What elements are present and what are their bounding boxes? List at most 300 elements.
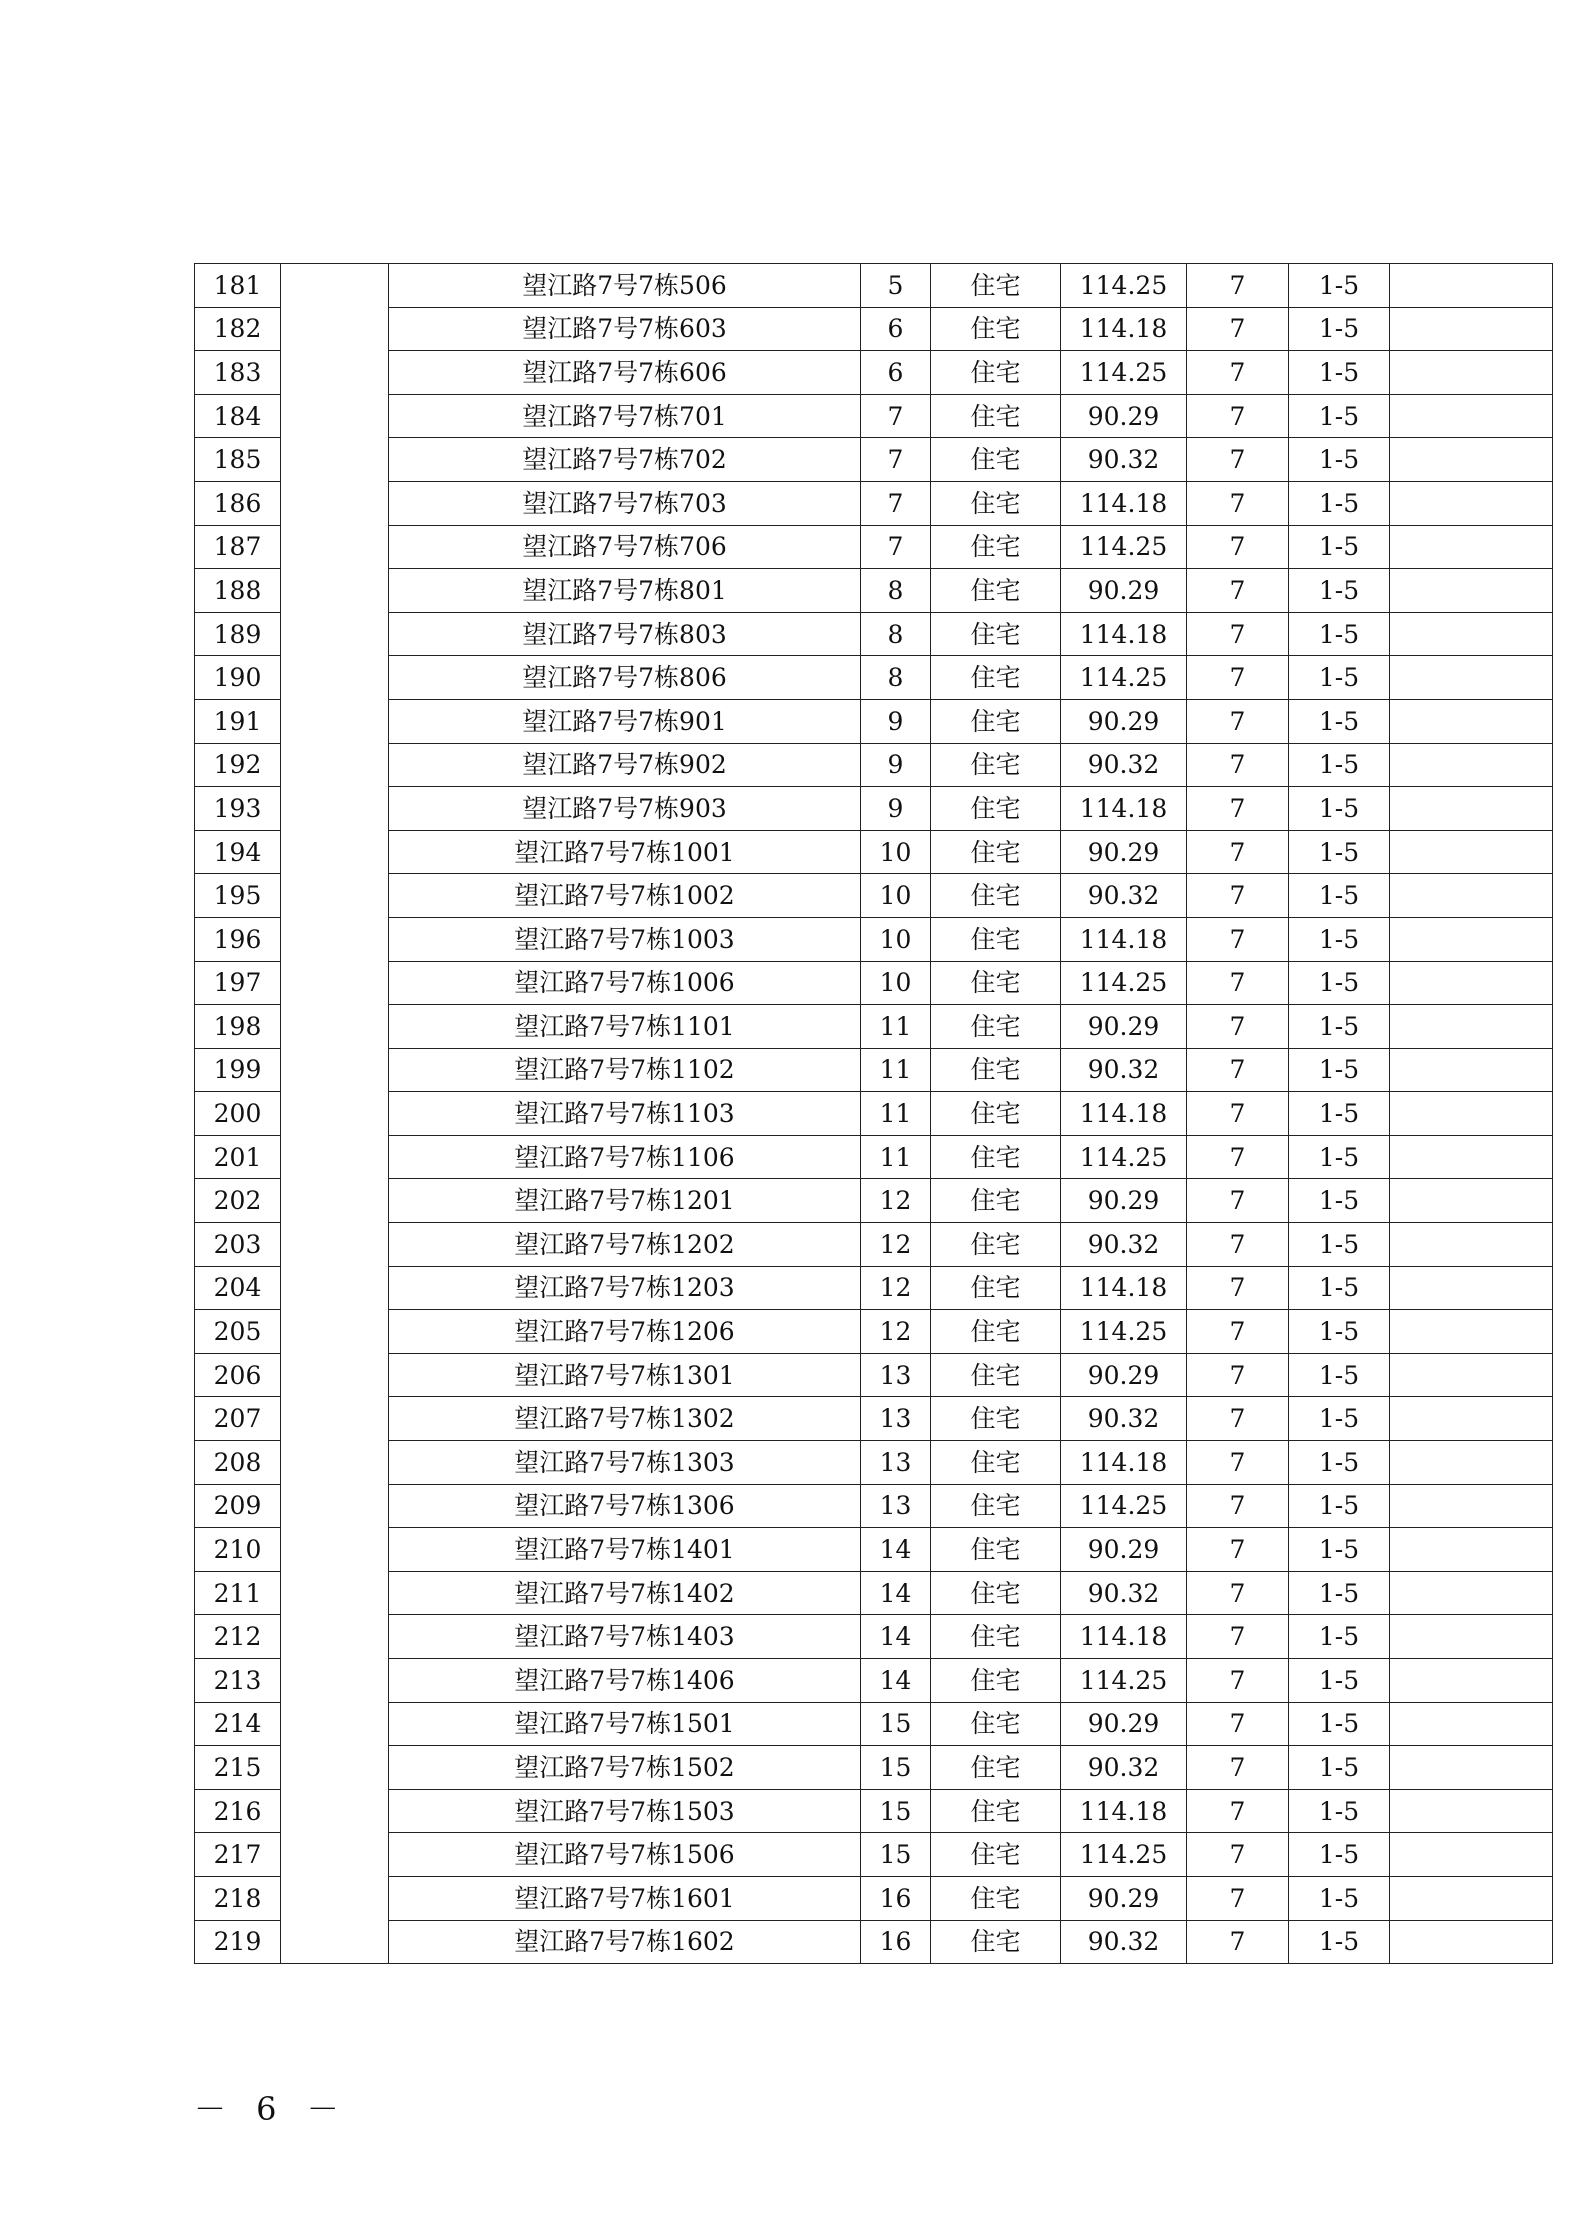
total-floors-cell: 7	[1187, 394, 1289, 438]
blank-cell	[281, 394, 389, 438]
note-cell	[1390, 612, 1553, 656]
blank-cell	[281, 1397, 389, 1441]
blank-cell	[281, 1005, 389, 1049]
address-cell: 望江路7号7栋1106	[389, 1135, 861, 1179]
address-cell: 望江路7号7栋1101	[389, 1005, 861, 1049]
usage-cell: 住宅	[931, 438, 1061, 482]
row-number-cell: 187	[195, 525, 281, 569]
usage-cell: 住宅	[931, 1833, 1061, 1877]
area-cell: 90.32	[1061, 874, 1187, 918]
total-floors-cell: 7	[1187, 1048, 1289, 1092]
note-cell	[1390, 351, 1553, 395]
floor-cell: 8	[861, 656, 931, 700]
usage-cell: 住宅	[931, 1746, 1061, 1790]
usage-cell: 住宅	[931, 1048, 1061, 1092]
address-cell: 望江路7号7栋702	[389, 438, 861, 482]
table-row	[195, 264, 1553, 308]
blank-cell	[281, 1135, 389, 1179]
area-cell: 90.29	[1061, 1353, 1187, 1397]
usage-cell: 住宅	[931, 787, 1061, 831]
grade-cell: 1-5	[1289, 1484, 1390, 1528]
grade-cell: 1-5	[1289, 699, 1390, 743]
address-cell: 望江路7号7栋1103	[389, 1092, 861, 1136]
row-number-cell: 217	[195, 1833, 281, 1877]
floor-cell: 8	[861, 612, 931, 656]
address-cell: 望江路7号7栋1302	[389, 1397, 861, 1441]
note-cell	[1390, 1048, 1553, 1092]
blank-cell	[281, 569, 389, 613]
area-cell: 114.25	[1061, 1135, 1187, 1179]
note-cell	[1390, 1310, 1553, 1354]
table-row	[195, 874, 1553, 918]
row-number-cell: 186	[195, 481, 281, 525]
grade-cell: 1-5	[1289, 830, 1390, 874]
usage-cell: 住宅	[931, 569, 1061, 613]
area-cell: 90.32	[1061, 1223, 1187, 1267]
blank-cell	[281, 1353, 389, 1397]
total-floors-cell: 7	[1187, 569, 1289, 613]
note-cell	[1390, 1266, 1553, 1310]
blank-cell	[281, 1702, 389, 1746]
usage-cell: 住宅	[931, 1135, 1061, 1179]
usage-cell: 住宅	[931, 1397, 1061, 1441]
grade-cell: 1-5	[1289, 1353, 1390, 1397]
floor-cell: 13	[861, 1397, 931, 1441]
address-cell: 望江路7号7栋1001	[389, 830, 861, 874]
note-cell	[1390, 1484, 1553, 1528]
blank-cell	[281, 264, 389, 308]
floor-cell: 6	[861, 351, 931, 395]
row-number-cell: 189	[195, 612, 281, 656]
total-floors-cell: 7	[1187, 874, 1289, 918]
total-floors-cell: 7	[1187, 438, 1289, 482]
grade-cell: 1-5	[1289, 1441, 1390, 1485]
usage-cell: 住宅	[931, 830, 1061, 874]
floor-cell: 16	[861, 1876, 931, 1920]
usage-cell: 住宅	[931, 917, 1061, 961]
area-cell: 114.18	[1061, 1092, 1187, 1136]
row-number-cell: 197	[195, 961, 281, 1005]
area-cell: 90.29	[1061, 1005, 1187, 1049]
note-cell	[1390, 264, 1553, 308]
total-floors-cell: 7	[1187, 1179, 1289, 1223]
total-floors-cell: 7	[1187, 1789, 1289, 1833]
total-floors-cell: 7	[1187, 1615, 1289, 1659]
row-number-cell: 215	[195, 1746, 281, 1790]
grade-cell: 1-5	[1289, 1223, 1390, 1267]
total-floors-cell: 7	[1187, 1571, 1289, 1615]
grade-cell: 1-5	[1289, 481, 1390, 525]
table-row	[195, 438, 1553, 482]
floor-cell: 14	[861, 1571, 931, 1615]
grade-cell: 1-5	[1289, 1266, 1390, 1310]
floor-cell: 5	[861, 264, 931, 308]
blank-cell	[281, 1920, 389, 1964]
area-cell: 90.29	[1061, 699, 1187, 743]
row-number-cell: 216	[195, 1789, 281, 1833]
blank-cell	[281, 1833, 389, 1877]
note-cell	[1390, 656, 1553, 700]
table-row	[195, 1789, 1553, 1833]
row-number-cell: 188	[195, 569, 281, 613]
total-floors-cell: 7	[1187, 1876, 1289, 1920]
grade-cell: 1-5	[1289, 1310, 1390, 1354]
grade-cell: 1-5	[1289, 394, 1390, 438]
floor-cell: 14	[861, 1659, 931, 1703]
area-cell: 114.25	[1061, 351, 1187, 395]
floor-cell: 12	[861, 1223, 931, 1267]
row-number-cell: 212	[195, 1615, 281, 1659]
row-number-cell: 200	[195, 1092, 281, 1136]
table-row	[195, 1702, 1553, 1746]
table-row	[195, 307, 1553, 351]
address-cell: 望江路7号7栋902	[389, 743, 861, 787]
row-number-cell: 182	[195, 307, 281, 351]
table-row	[195, 1920, 1553, 1964]
area-cell: 114.25	[1061, 1310, 1187, 1354]
total-floors-cell: 7	[1187, 1528, 1289, 1572]
note-cell	[1390, 1135, 1553, 1179]
area-cell: 90.32	[1061, 1048, 1187, 1092]
floor-cell: 9	[861, 699, 931, 743]
blank-cell	[281, 481, 389, 525]
blank-cell	[281, 656, 389, 700]
floor-cell: 9	[861, 743, 931, 787]
grade-cell: 1-5	[1289, 525, 1390, 569]
grade-cell: 1-5	[1289, 1876, 1390, 1920]
grade-cell: 1-5	[1289, 656, 1390, 700]
total-floors-cell: 7	[1187, 787, 1289, 831]
grade-cell: 1-5	[1289, 1746, 1390, 1790]
total-floors-cell: 7	[1187, 1092, 1289, 1136]
table-row	[195, 961, 1553, 1005]
property-table	[194, 263, 1553, 1964]
blank-cell	[281, 351, 389, 395]
row-number-cell: 207	[195, 1397, 281, 1441]
area-cell: 114.18	[1061, 1266, 1187, 1310]
usage-cell: 住宅	[931, 1702, 1061, 1746]
row-number-cell: 194	[195, 830, 281, 874]
address-cell: 望江路7号7栋803	[389, 612, 861, 656]
address-cell: 望江路7号7栋1301	[389, 1353, 861, 1397]
area-cell: 114.25	[1061, 525, 1187, 569]
area-cell: 114.18	[1061, 612, 1187, 656]
row-number-cell: 183	[195, 351, 281, 395]
note-cell	[1390, 307, 1553, 351]
grade-cell: 1-5	[1289, 1528, 1390, 1572]
address-cell: 望江路7号7栋1206	[389, 1310, 861, 1354]
floor-cell: 12	[861, 1266, 931, 1310]
note-cell	[1390, 1223, 1553, 1267]
grade-cell: 1-5	[1289, 438, 1390, 482]
area-cell: 90.29	[1061, 1528, 1187, 1572]
row-number-cell: 195	[195, 874, 281, 918]
table-row	[195, 1484, 1553, 1528]
blank-cell	[281, 438, 389, 482]
note-cell	[1390, 1833, 1553, 1877]
grade-cell: 1-5	[1289, 874, 1390, 918]
floor-cell: 13	[861, 1441, 931, 1485]
blank-cell	[281, 1876, 389, 1920]
address-cell: 望江路7号7栋1502	[389, 1746, 861, 1790]
usage-cell: 住宅	[931, 307, 1061, 351]
row-number-cell: 198	[195, 1005, 281, 1049]
note-cell	[1390, 874, 1553, 918]
address-cell: 望江路7号7栋1406	[389, 1659, 861, 1703]
table-row	[195, 1397, 1553, 1441]
floor-cell: 12	[861, 1179, 931, 1223]
usage-cell: 住宅	[931, 351, 1061, 395]
page-number: － 6 －	[194, 2090, 349, 2128]
row-number-cell: 192	[195, 743, 281, 787]
usage-cell: 住宅	[931, 1223, 1061, 1267]
floor-cell: 14	[861, 1528, 931, 1572]
address-cell: 望江路7号7栋1202	[389, 1223, 861, 1267]
row-number-cell: 193	[195, 787, 281, 831]
floor-cell: 16	[861, 1920, 931, 1964]
floor-cell: 15	[861, 1789, 931, 1833]
table-body	[195, 264, 1553, 1964]
table-row	[195, 1179, 1553, 1223]
row-number-cell: 196	[195, 917, 281, 961]
blank-cell	[281, 699, 389, 743]
usage-cell: 住宅	[931, 1092, 1061, 1136]
total-floors-cell: 7	[1187, 1353, 1289, 1397]
area-cell: 90.32	[1061, 438, 1187, 482]
address-cell: 望江路7号7栋1303	[389, 1441, 861, 1485]
blank-cell	[281, 830, 389, 874]
table-row	[195, 1223, 1553, 1267]
floor-cell: 14	[861, 1615, 931, 1659]
area-cell: 114.25	[1061, 1484, 1187, 1528]
address-cell: 望江路7号7栋901	[389, 699, 861, 743]
usage-cell: 住宅	[931, 1005, 1061, 1049]
table-row	[195, 1353, 1553, 1397]
total-floors-cell: 7	[1187, 1920, 1289, 1964]
usage-cell: 住宅	[931, 1266, 1061, 1310]
note-cell	[1390, 1005, 1553, 1049]
area-cell: 114.25	[1061, 1659, 1187, 1703]
floor-cell: 10	[861, 830, 931, 874]
floor-cell: 10	[861, 874, 931, 918]
address-cell: 望江路7号7栋606	[389, 351, 861, 395]
area-cell: 114.18	[1061, 307, 1187, 351]
grade-cell: 1-5	[1289, 1048, 1390, 1092]
table-row	[195, 481, 1553, 525]
total-floors-cell: 7	[1187, 1441, 1289, 1485]
row-number-cell: 213	[195, 1659, 281, 1703]
grade-cell: 1-5	[1289, 569, 1390, 613]
usage-cell: 住宅	[931, 1528, 1061, 1572]
row-number-cell: 184	[195, 394, 281, 438]
total-floors-cell: 7	[1187, 351, 1289, 395]
table-row	[195, 917, 1553, 961]
grade-cell: 1-5	[1289, 1833, 1390, 1877]
address-cell: 望江路7号7栋1306	[389, 1484, 861, 1528]
grade-cell: 1-5	[1289, 1397, 1390, 1441]
area-cell: 114.25	[1061, 961, 1187, 1005]
usage-cell: 住宅	[931, 1789, 1061, 1833]
address-cell: 望江路7号7栋1203	[389, 1266, 861, 1310]
total-floors-cell: 7	[1187, 699, 1289, 743]
note-cell	[1390, 1746, 1553, 1790]
grade-cell: 1-5	[1289, 1615, 1390, 1659]
grade-cell: 1-5	[1289, 307, 1390, 351]
note-cell	[1390, 1920, 1553, 1964]
blank-cell	[281, 1179, 389, 1223]
note-cell	[1390, 1876, 1553, 1920]
blank-cell	[281, 1528, 389, 1572]
blank-cell	[281, 525, 389, 569]
area-cell: 90.32	[1061, 1920, 1187, 1964]
note-cell	[1390, 830, 1553, 874]
table-row	[195, 1571, 1553, 1615]
area-cell: 114.18	[1061, 1441, 1187, 1485]
floor-cell: 15	[861, 1833, 931, 1877]
usage-cell: 住宅	[931, 481, 1061, 525]
total-floors-cell: 7	[1187, 1659, 1289, 1703]
total-floors-cell: 7	[1187, 1702, 1289, 1746]
note-cell	[1390, 1092, 1553, 1136]
area-cell: 114.18	[1061, 917, 1187, 961]
floor-cell: 11	[861, 1135, 931, 1179]
area-cell: 90.29	[1061, 830, 1187, 874]
address-cell: 望江路7号7栋1503	[389, 1789, 861, 1833]
note-cell	[1390, 961, 1553, 1005]
area-cell: 90.32	[1061, 1746, 1187, 1790]
usage-cell: 住宅	[931, 743, 1061, 787]
row-number-cell: 191	[195, 699, 281, 743]
area-cell: 90.32	[1061, 1571, 1187, 1615]
blank-cell	[281, 1615, 389, 1659]
note-cell	[1390, 481, 1553, 525]
grade-cell: 1-5	[1289, 264, 1390, 308]
grade-cell: 1-5	[1289, 1135, 1390, 1179]
total-floors-cell: 7	[1187, 1397, 1289, 1441]
floor-cell: 15	[861, 1746, 931, 1790]
blank-cell	[281, 743, 389, 787]
floor-cell: 7	[861, 481, 931, 525]
grade-cell: 1-5	[1289, 961, 1390, 1005]
total-floors-cell: 7	[1187, 1310, 1289, 1354]
blank-cell	[281, 307, 389, 351]
usage-cell: 住宅	[931, 1353, 1061, 1397]
blank-cell	[281, 874, 389, 918]
area-cell: 114.18	[1061, 787, 1187, 831]
note-cell	[1390, 1441, 1553, 1485]
table-row	[195, 1528, 1553, 1572]
area-cell: 90.29	[1061, 569, 1187, 613]
area-cell: 90.29	[1061, 1876, 1187, 1920]
usage-cell: 住宅	[931, 656, 1061, 700]
area-cell: 90.32	[1061, 743, 1187, 787]
total-floors-cell: 7	[1187, 917, 1289, 961]
note-cell	[1390, 1615, 1553, 1659]
note-cell	[1390, 699, 1553, 743]
grade-cell: 1-5	[1289, 612, 1390, 656]
blank-cell	[281, 787, 389, 831]
row-number-cell: 205	[195, 1310, 281, 1354]
grade-cell: 1-5	[1289, 1005, 1390, 1049]
floor-cell: 8	[861, 569, 931, 613]
total-floors-cell: 7	[1187, 1223, 1289, 1267]
row-number-cell: 218	[195, 1876, 281, 1920]
blank-cell	[281, 1659, 389, 1703]
blank-cell	[281, 1223, 389, 1267]
total-floors-cell: 7	[1187, 1266, 1289, 1310]
floor-cell: 7	[861, 394, 931, 438]
floor-cell: 9	[861, 787, 931, 831]
table-row	[195, 656, 1553, 700]
blank-cell	[281, 1048, 389, 1092]
row-number-cell: 202	[195, 1179, 281, 1223]
note-cell	[1390, 1397, 1553, 1441]
usage-cell: 住宅	[931, 1441, 1061, 1485]
address-cell: 望江路7号7栋1003	[389, 917, 861, 961]
table-row	[195, 699, 1553, 743]
usage-cell: 住宅	[931, 612, 1061, 656]
row-number-cell: 209	[195, 1484, 281, 1528]
total-floors-cell: 7	[1187, 525, 1289, 569]
note-cell	[1390, 1528, 1553, 1572]
address-cell: 望江路7号7栋1602	[389, 1920, 861, 1964]
note-cell	[1390, 1789, 1553, 1833]
total-floors-cell: 7	[1187, 1484, 1289, 1528]
grade-cell: 1-5	[1289, 351, 1390, 395]
floor-cell: 7	[861, 525, 931, 569]
area-cell: 114.25	[1061, 264, 1187, 308]
grade-cell: 1-5	[1289, 1659, 1390, 1703]
total-floors-cell: 7	[1187, 961, 1289, 1005]
table-row	[195, 1615, 1553, 1659]
blank-cell	[281, 917, 389, 961]
table-row	[195, 394, 1553, 438]
grade-cell: 1-5	[1289, 743, 1390, 787]
total-floors-cell: 7	[1187, 1746, 1289, 1790]
table-row	[195, 1005, 1553, 1049]
area-cell: 114.25	[1061, 1833, 1187, 1877]
address-cell: 望江路7号7栋903	[389, 787, 861, 831]
floor-cell: 12	[861, 1310, 931, 1354]
total-floors-cell: 7	[1187, 1005, 1289, 1049]
area-cell: 114.18	[1061, 1789, 1187, 1833]
total-floors-cell: 7	[1187, 307, 1289, 351]
floor-cell: 13	[861, 1353, 931, 1397]
note-cell	[1390, 787, 1553, 831]
table-row	[195, 1266, 1553, 1310]
usage-cell: 住宅	[931, 1615, 1061, 1659]
usage-cell: 住宅	[931, 1659, 1061, 1703]
table-row	[195, 351, 1553, 395]
row-number-cell: 201	[195, 1135, 281, 1179]
note-cell	[1390, 525, 1553, 569]
usage-cell: 住宅	[931, 1179, 1061, 1223]
table-row	[195, 1746, 1553, 1790]
area-cell: 114.18	[1061, 481, 1187, 525]
usage-cell: 住宅	[931, 1310, 1061, 1354]
area-cell: 90.29	[1061, 1702, 1187, 1746]
table-row	[195, 1876, 1553, 1920]
row-number-cell: 211	[195, 1571, 281, 1615]
floor-cell: 11	[861, 1092, 931, 1136]
address-cell: 望江路7号7栋1006	[389, 961, 861, 1005]
table-row	[195, 787, 1553, 831]
note-cell	[1390, 569, 1553, 613]
total-floors-cell: 7	[1187, 743, 1289, 787]
grade-cell: 1-5	[1289, 1092, 1390, 1136]
blank-cell	[281, 1746, 389, 1790]
usage-cell: 住宅	[931, 699, 1061, 743]
